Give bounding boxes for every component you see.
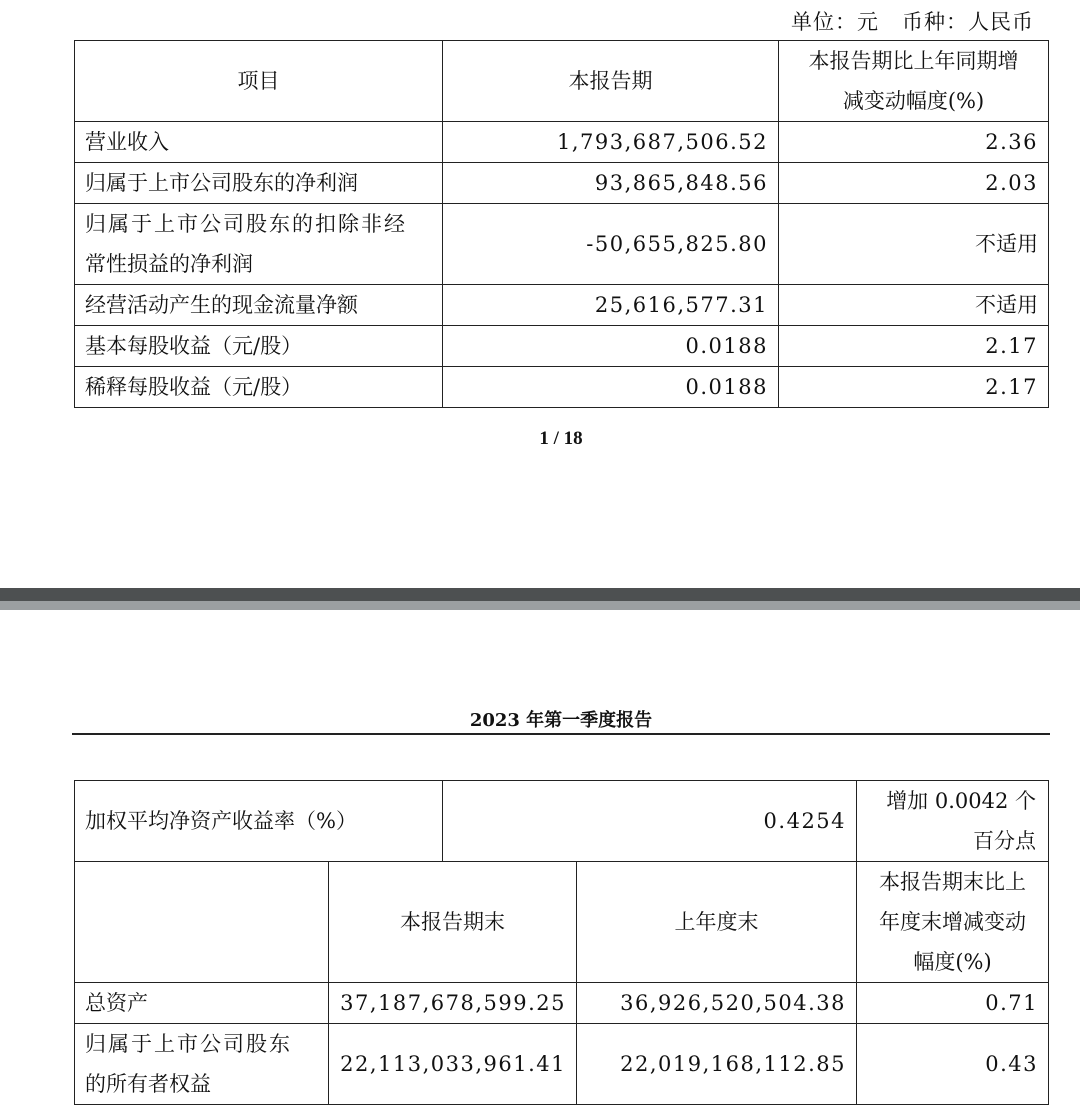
- header-current-period: 本报告期: [443, 41, 779, 122]
- row-change-value: 不适用: [779, 285, 1049, 326]
- table-row: [75, 1024, 1049, 1105]
- roe-label: 加权平均净资产收益率（%）: [75, 781, 443, 862]
- page-separator: [0, 588, 1080, 610]
- row-change-value: 2.17: [779, 326, 1049, 367]
- header-divider: [72, 733, 1050, 735]
- table-row: [75, 367, 1049, 408]
- row-label: 稀释每股收益（元/股）: [75, 367, 443, 408]
- table-row: [75, 285, 1049, 326]
- row-label-line2: 常性损益的净利润: [85, 252, 253, 276]
- row-current-value: 25,616,577.31: [443, 285, 779, 326]
- table-row: [75, 326, 1049, 367]
- row-label: 基本每股收益（元/股）: [75, 326, 443, 367]
- header-blank: [75, 862, 329, 983]
- header-last-year-end: 上年度末: [577, 862, 857, 983]
- table-header-row: [75, 862, 1049, 983]
- page-separator-light-band: [0, 601, 1080, 610]
- header-period-change: [857, 862, 1049, 983]
- row-label: 归属于上市公司股东的净利润: [75, 163, 443, 204]
- document-header-title: 2023 年第一季度报告: [469, 710, 653, 731]
- row-change-value: 2.03: [779, 163, 1049, 204]
- header-yoy-change-line1: 本报告期比上年同期增: [808, 49, 1019, 73]
- row-current-value: -50,655,825.80: [443, 204, 779, 285]
- row-change-value: 2.17: [779, 367, 1049, 408]
- row-label: [75, 204, 443, 285]
- header-period-change-line2: 年度末增减变动: [879, 910, 1027, 934]
- roe-value: 0.4254: [443, 781, 857, 862]
- row-period-end-value: 37,187,678,599.25: [329, 983, 577, 1024]
- row-period-end-value: 22,113,033,961.41: [329, 1024, 577, 1105]
- row-current-value: 1,793,687,506.52: [443, 122, 779, 163]
- roe-row: [75, 781, 1049, 862]
- row-change-value: 2.36: [779, 122, 1049, 163]
- header-period-change-line1: 本报告期末比上: [879, 870, 1027, 894]
- row-label: [75, 1024, 329, 1105]
- row-current-value: 93,865,848.56: [443, 163, 779, 204]
- row-label: 经营活动产生的现金流量净额: [75, 285, 443, 326]
- page-separator-dark-band: [0, 588, 1080, 601]
- unit-currency-note: 单位：元 币种：人民币: [790, 10, 1034, 34]
- header-period-change-line3: 幅度(%): [913, 950, 992, 974]
- row-current-value: 0.0188: [443, 367, 779, 408]
- balance-sheet-summary-table: [74, 780, 1049, 1105]
- header-item: 项目: [75, 41, 443, 122]
- row-last-year-end-value: 36,926,520,504.38: [577, 983, 857, 1024]
- table-header-row: [75, 41, 1049, 122]
- row-label-line1: 归属于上市公司股东: [85, 1032, 292, 1056]
- row-last-year-end-value: 22,019,168,112.85: [577, 1024, 857, 1105]
- row-change-value: 0.43: [857, 1024, 1049, 1105]
- row-change-value: 不适用: [779, 204, 1049, 285]
- key-financial-data-table: [74, 40, 1049, 408]
- header-yoy-change-line2: 减变动幅度(%): [842, 89, 985, 113]
- row-current-value: 0.0188: [443, 326, 779, 367]
- page-number: 1 / 18: [539, 428, 583, 449]
- header-period-end: 本报告期末: [329, 862, 577, 983]
- header-yoy-change: [779, 41, 1049, 122]
- row-label: 总资产: [75, 983, 329, 1024]
- row-label-line2: 的所有者权益: [85, 1072, 211, 1096]
- row-change-value: 0.71: [857, 983, 1049, 1024]
- row-label: 营业收入: [75, 122, 443, 163]
- table-row: [75, 204, 1049, 285]
- table-row: [75, 163, 1049, 204]
- roe-change: 增加 0.0042 个百分点: [857, 781, 1049, 862]
- table-row: [75, 122, 1049, 163]
- table-row: [75, 983, 1049, 1024]
- row-label-line1: 归属于上市公司股东的扣除非经: [85, 212, 407, 236]
